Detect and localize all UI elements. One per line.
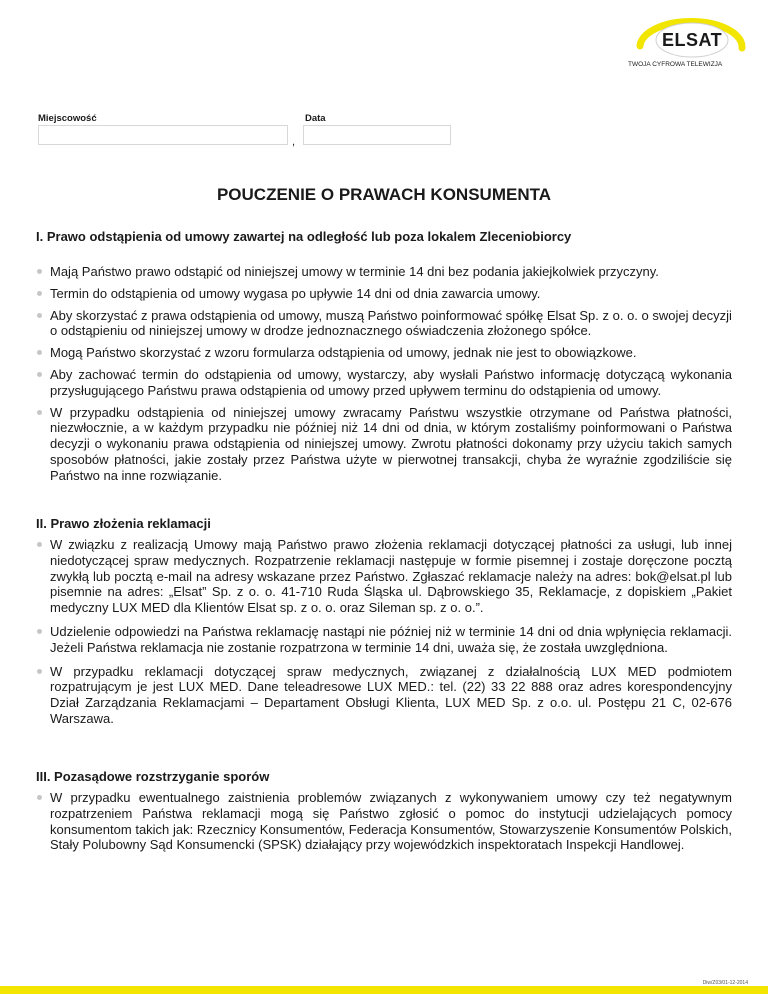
- section-1-heading: I. Prawo odstąpienia od umowy zawartej na odległość lub poza lokalem Zleceniobiorcy: [36, 229, 572, 244]
- section-2-heading: II. Prawo złożenia reklamacji: [36, 516, 211, 531]
- locality-label: Miejscowość: [38, 113, 97, 124]
- list-item: Mają Państwo prawo odstąpić od niniejszej umowy w terminie 14 dni bez podania jakiejkolwiek przyczyny.: [36, 264, 732, 280]
- section-2-list: [36, 537, 732, 735]
- locality-field[interactable]: [38, 125, 288, 145]
- page-title: POUCZENIE O PRAWACH KONSUMENTA: [216, 185, 552, 204]
- list-item: W przypadku ewentualnego zaistnienia problemów związanych z wykonywaniem umowy czy też negatywnym rozpatrzeniem Państwa reklamacji mogą się Państwo zgłosić o pomoc do instytucji udzielających pomocy konsumentom takich jak: Rzecznicy Konsumentów, Federacja Konsumentów, Stowarzyszenie Konsumentów Polskich, Stały Polubowny Sąd Konsumencki (SPSK) działający przy wojewódzkich inspektoratach Inspekcji Handlowej.: [36, 790, 732, 853]
- list-item: Aby skorzystać z prawa odstąpienia od umowy, muszą Państwo poinformować spółkę Elsat Sp. z o. o. o swojej decyzji o odstąpieniu od niniejszej umowy w drodze jednoznacznego oświadczenia złożonego spółce.: [36, 308, 732, 340]
- bottom-accent-bar: [0, 986, 768, 994]
- brand-name: ELSAT: [662, 30, 723, 50]
- list-item: Mogą Państwo skorzystać z wzoru formularza odstąpienia od umowy, jednak nie jest to obowiązkowe.: [36, 345, 732, 361]
- elsat-logo: [622, 8, 762, 70]
- date-label: Data: [305, 113, 326, 124]
- list-item: W przypadku reklamacji dotyczącej spraw medycznych, związanej z działalnością LUX MED podmiotem rozpatrującym je jest LUX MED. Dane teleadresowe LUX MED.: tel. (22) 33 22 888 oraz adres korespondencyjny Dział Zarządzania Reklamacjami – Departament Obsługi Klienta, LUX MED Sp. z o.o. ul. Postępu 21 C, 02-676 Warszawa.: [36, 664, 732, 727]
- section-1-list: [36, 264, 732, 490]
- date-field[interactable]: [303, 125, 451, 145]
- document-reference: Diw/Z03/01-12-2014: [702, 980, 748, 986]
- section-3-list: [36, 790, 732, 859]
- brand-tagline: TWOJA CYFROWA TELEWIZJA: [628, 61, 723, 68]
- list-item: W związku z realizacją Umowy mają Państwo prawo złożenia reklamacji dotyczącej płatności za usługi, lub innej niedotyczącej spraw medycznych. Rozpatrzenie reklamacji następuje w formie pisemnej i zostaje doręczone pocztą zwykłą lub pocztą e-mail na adresy wskazane przez Państwo. Zgłaszać reklamacje należy na adres: bok@elsat.pl lub pisemnie na adres: „Elsat” Sp. z o. o. 41-710 Ruda Śląska ul. Dąbrowskiego 35, Reklamacje, z dopiskiem „Pakiet medyczny LUX MED dla Klientów Elsat sp. z o. o. oraz Sileman sp. z o. o.”.: [36, 537, 732, 616]
- section-3-heading: III. Pozasądowe rozstrzyganie sporów: [36, 769, 270, 784]
- list-item: W przypadku odstąpienia od niniejszej umowy zwracamy Państwu wszystkie otrzymane od Państwa płatności, niezwłocznie, a w każdym przypadku nie później niż 14 dni od dnia, w którym zostaliśmy poinformowani o Państwa decyzji o wykonaniu prawa odstąpienia od niniejszej umowy. Zwrotu płatności dokonamy przy użyciu takich samych sposobów płatności, jakie zostały przez Państwa użyte w pierwotnej transakcji, chyba że wyraźnie zgodziliście się Państwo na inne rozwiązanie.: [36, 405, 732, 484]
- list-item: Termin do odstąpienia od umowy wygasa po upływie 14 dni od dnia zawarcia umowy.: [36, 286, 732, 302]
- field-separator: ,: [292, 136, 296, 148]
- list-item: Udzielenie odpowiedzi na Państwa reklamację nastąpi nie później niż w terminie 14 dni od dnia wpłynięcia reklamacji. Jeżeli Państwa reklamacja nie zostanie rozpatrzona w terminie 14 dni, uważa się, że została uwzględniona.: [36, 624, 732, 656]
- list-item: Aby zachować termin do odstąpienia od umowy, wystarczy, aby wysłali Państwo informację dotyczącą wykonania przysługującego Państwu prawa odstąpienia od umowy przed upływem terminu do odstąpienia od umowy.: [36, 367, 732, 399]
